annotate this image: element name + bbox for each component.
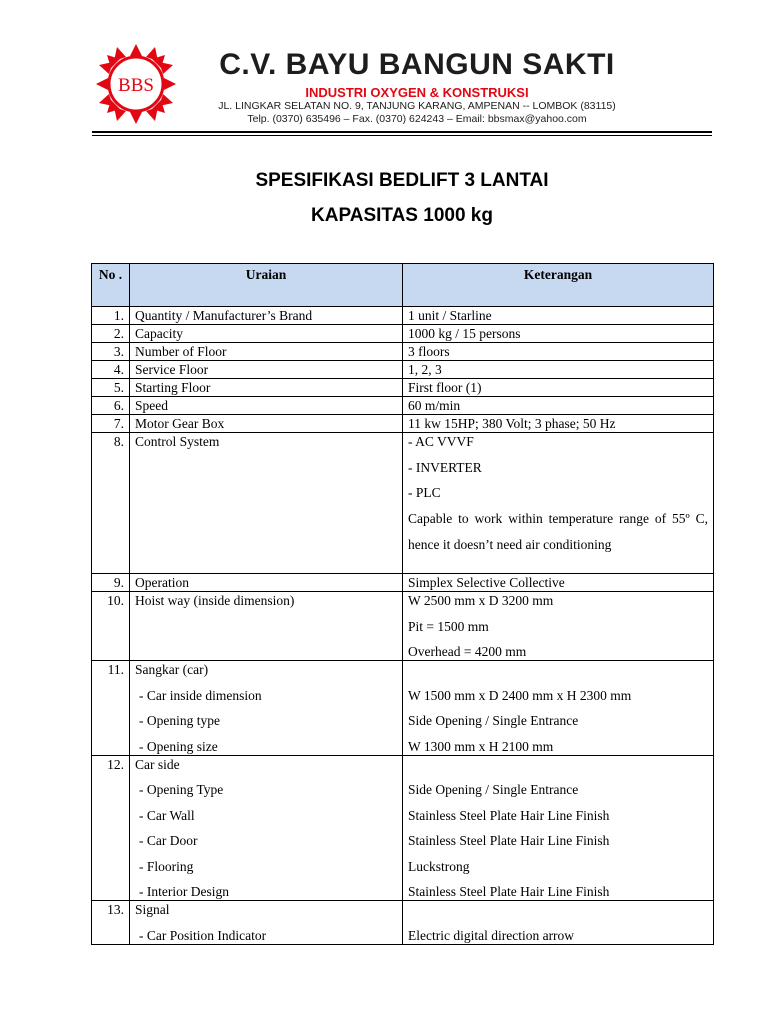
row-number: 13. — [92, 901, 130, 945]
company-address: JL. LINGKAR SELATAN NO. 9, TANJUNG KARANG, AMPENAN -- LOMBOK (83115) — [218, 100, 616, 112]
header-rule-thin — [92, 135, 712, 136]
row-keterangan — [403, 661, 714, 756]
logo-text: BBS — [118, 75, 154, 96]
row-number: 6. — [92, 397, 130, 415]
car-line: W 1300 mm x H 2100 mm — [408, 738, 554, 754]
header-keterangan: Keterangan — [403, 264, 714, 307]
car-side-line: Luckstrong — [408, 858, 470, 874]
sub-item: - Opening type — [139, 713, 220, 728]
row-keterangan: Simplex Selective Collective — [403, 574, 714, 592]
sub-item: - Car inside dimension — [139, 687, 262, 703]
car-side-line: Stainless Steel Plate Hair Line Finish — [408, 807, 610, 823]
row-keterangan — [403, 592, 714, 661]
table-row — [92, 755, 714, 901]
specification-table — [91, 263, 714, 945]
control-line: - AC VVVF — [408, 434, 474, 449]
table-row — [92, 415, 714, 433]
row-keterangan — [403, 433, 714, 574]
row-number: 1. — [92, 307, 130, 325]
table-row — [92, 433, 714, 574]
row-number: 9. — [92, 574, 130, 592]
row-uraian-main: Signal — [135, 902, 170, 917]
sub-item: - Car Wall — [139, 807, 195, 823]
sub-item: - Interior Design — [139, 884, 229, 899]
car-line: W 1500 mm x D 2400 mm x H 2300 mm — [408, 687, 632, 703]
company-name: C.V. BAYU BANGUN SAKTI — [219, 48, 615, 81]
row-uraian: Capacity — [130, 325, 403, 343]
row-uraian: Motor Gear Box — [130, 415, 403, 433]
row-number: 5. — [92, 379, 130, 397]
table-row — [92, 901, 714, 945]
table-row — [92, 307, 714, 325]
row-uraian — [130, 661, 403, 756]
row-number: 10. — [92, 592, 130, 661]
row-number: 2. — [92, 325, 130, 343]
company-logo — [94, 42, 178, 126]
row-keterangan — [403, 901, 714, 945]
table-row — [92, 661, 714, 756]
blank-line — [408, 756, 708, 773]
company-subtitle: INDUSTRI OXYGEN & KONSTRUKSI — [305, 85, 529, 100]
row-uraian-main: Sangkar (car) — [135, 662, 209, 677]
hoist-line: Pit = 1500 mm — [408, 618, 489, 634]
control-line: - PLC — [408, 485, 441, 500]
table-row — [92, 397, 714, 415]
row-keterangan: First floor (1) — [403, 379, 714, 397]
table-row — [92, 361, 714, 379]
row-keterangan: 11 kw 15HP; 380 Volt; 3 phase; 50 Hz — [403, 415, 714, 433]
hoist-line: Overhead = 4200 mm — [408, 644, 527, 659]
control-line: - INVERTER — [408, 459, 482, 475]
row-uraian: Hoist way (inside dimension) — [130, 592, 403, 661]
row-uraian: Starting Floor — [130, 379, 403, 397]
table-row — [92, 325, 714, 343]
table-row — [92, 574, 714, 592]
car-side-line: Stainless Steel Plate Hair Line Finish — [408, 833, 610, 848]
row-number: 7. — [92, 415, 130, 433]
row-keterangan: 1 unit / Starline — [403, 307, 714, 325]
row-uraian: Speed — [130, 397, 403, 415]
blank-line — [408, 661, 708, 678]
company-contact: Telp. (0370) 635496 – Fax. (0370) 624243 – Email: bbsmax@yahoo.com — [247, 113, 587, 125]
car-side-line: Side Opening / Single Entrance — [408, 782, 579, 797]
car-side-line: Stainless Steel Plate Hair Line Finish — [408, 884, 610, 899]
sub-item: - Flooring — [139, 858, 194, 874]
row-uraian: Control System — [130, 433, 403, 574]
table-header-row — [92, 264, 714, 307]
row-uraian-main: Car side — [135, 756, 180, 772]
signal-line: Electric digital direction arrow — [408, 927, 575, 943]
row-uraian — [130, 901, 403, 945]
control-note: Capable to work within temperature range of 55º C, hence it doesn’t need air conditioning — [408, 510, 708, 552]
row-number: 12. — [92, 755, 130, 901]
row-number: 3. — [92, 343, 130, 361]
table-row — [92, 379, 714, 397]
sub-item: - Opening size — [139, 738, 218, 754]
row-number: 4. — [92, 361, 130, 379]
row-uraian: Quantity / Manufacturer’s Brand — [130, 307, 403, 325]
table-row — [92, 343, 714, 361]
header-uraian: Uraian — [130, 264, 403, 307]
row-keterangan: 1, 2, 3 — [403, 361, 714, 379]
row-keterangan: 1000 kg / 15 persons — [403, 325, 714, 343]
header-rule-thick — [92, 131, 712, 133]
header-no: No . — [92, 264, 130, 307]
document-subtitle: KAPASITAS 1000 kg — [311, 205, 493, 226]
row-uraian: Service Floor — [130, 361, 403, 379]
sub-item: - Car Door — [139, 833, 198, 848]
document-title: SPESIFIKASI BEDLIFT 3 LANTAI — [255, 170, 549, 191]
row-uraian: Number of Floor — [130, 343, 403, 361]
row-keterangan — [403, 755, 714, 901]
row-uraian — [130, 755, 403, 901]
row-keterangan: 60 m/min — [403, 397, 714, 415]
hoist-line: W 2500 mm x D 3200 mm — [408, 593, 554, 608]
row-uraian: Operation — [130, 574, 403, 592]
row-keterangan: 3 floors — [403, 343, 714, 361]
sub-item: - Car Position Indicator — [139, 927, 267, 943]
car-line: Side Opening / Single Entrance — [408, 713, 579, 728]
row-number: 11. — [92, 661, 130, 756]
table-row — [92, 592, 714, 661]
sub-item: - Opening Type — [139, 782, 224, 797]
row-number: 8. — [92, 433, 130, 574]
blank-line — [408, 901, 708, 918]
